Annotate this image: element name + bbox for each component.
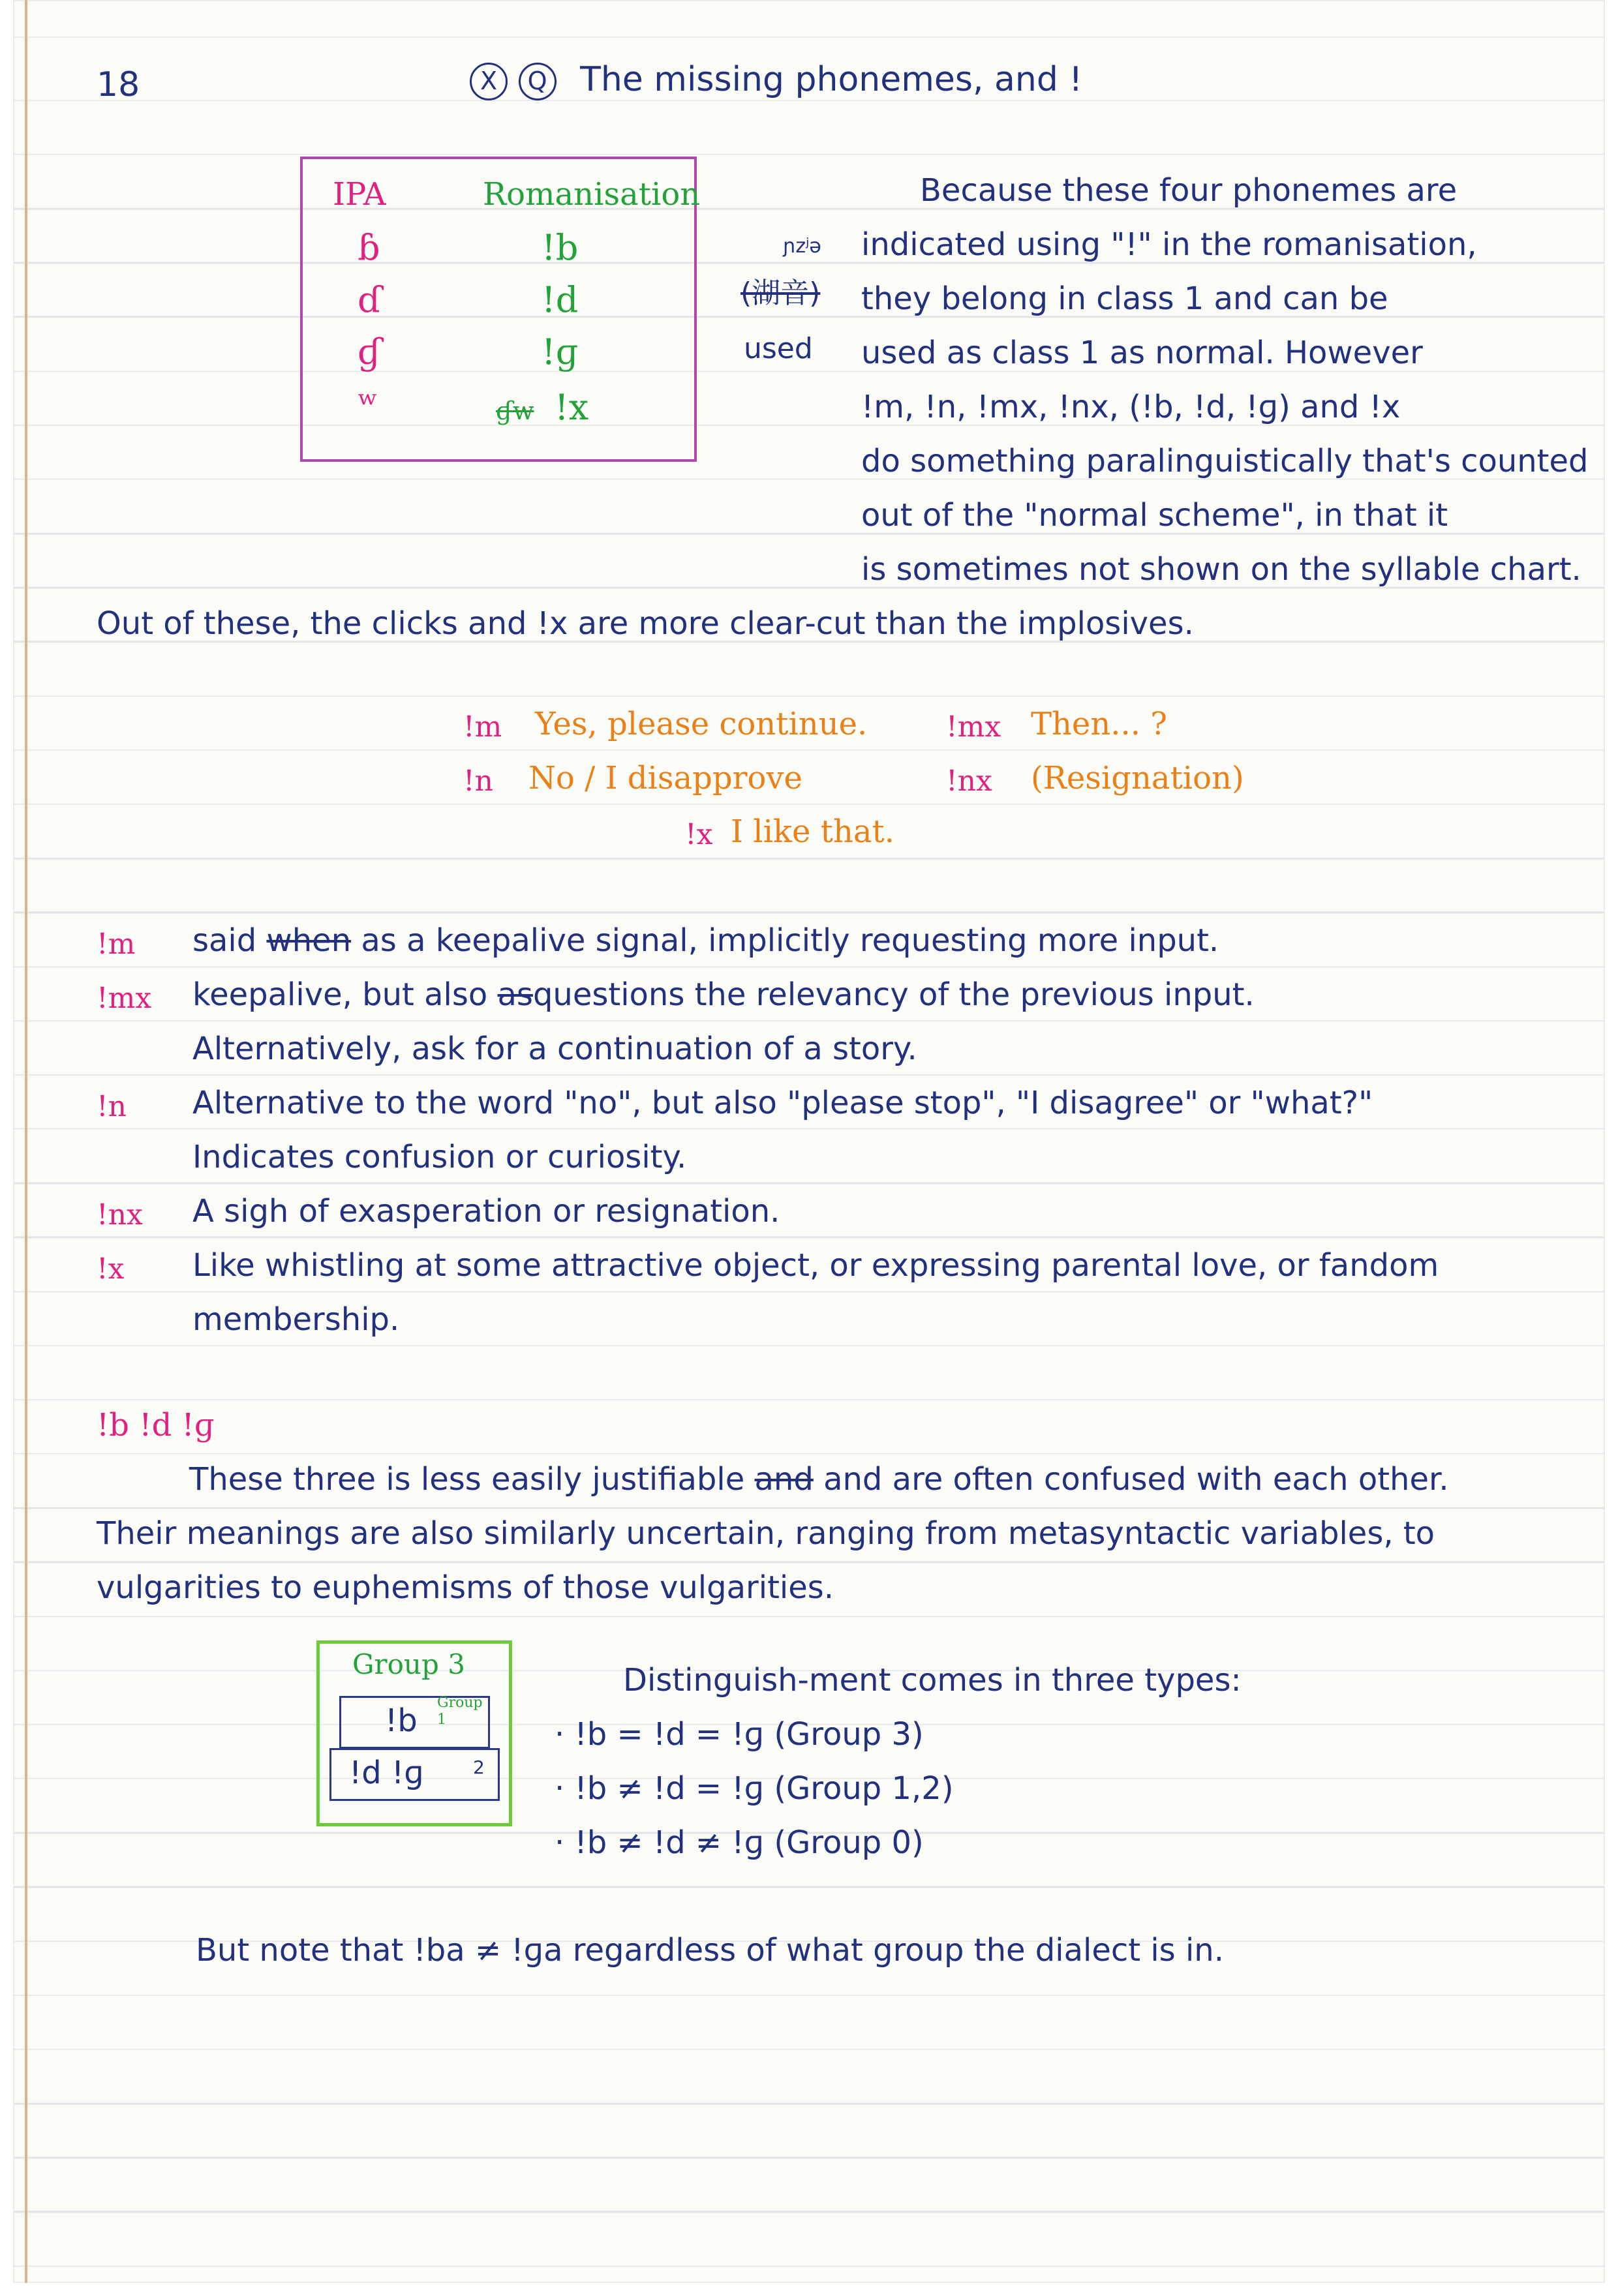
intro-line: do something paralinguistically that's counted	[861, 443, 1589, 479]
closing-note: But note that !ba ≠ !ɡa regardless of what group the dialect is in.	[196, 1932, 1224, 1969]
circled-q-icon: Q	[519, 63, 557, 100]
rom-cell: !d	[542, 279, 579, 320]
definition-line: Alternative to the word "no", but also "please stop", "I disagree" or "what?"	[192, 1085, 1373, 1121]
definition-line: membership.	[192, 1301, 400, 1338]
definition-line: A sigh of exasperation or resignation.	[192, 1193, 780, 1230]
implosive-line: vulgarities to euphemisms of those vulgarities.	[97, 1569, 834, 1606]
implosive-line: Their meanings are also similarly uncertain, ranging from metasyntactic variables, to	[97, 1515, 1435, 1552]
struck-word: and	[754, 1461, 814, 1498]
circled-x-icon: X	[470, 63, 508, 100]
romanisation-column-header: Romanisation	[483, 176, 701, 213]
page-title-row	[470, 60, 1082, 100]
rom-cell: !b	[542, 227, 579, 268]
distinguish-item: · !b = !d = !ɡ (Group 3)	[555, 1716, 924, 1753]
example-code: !mx	[946, 710, 1001, 744]
definition-line: Alternatively, ask for a continuation of a story.	[192, 1031, 917, 1067]
example-gloss: (Resignation)	[1031, 760, 1244, 796]
intro-line: they belong in class 1 and can be	[861, 280, 1388, 317]
definition-code: !m	[97, 928, 136, 961]
struck-word: as	[497, 976, 533, 1013]
margin-note-top: ɲzʲə	[783, 235, 821, 258]
ipa-column-header: IPA	[333, 176, 386, 213]
intro-line: used as class 1 as normal. However	[861, 335, 1423, 371]
distinguish-heading: Distinguish-ment comes in three types:	[623, 1662, 1242, 1699]
ipa-cell: ɠ	[358, 331, 382, 372]
definition-code: !x	[97, 1252, 125, 1286]
struck-word: when	[266, 922, 352, 959]
intro-line: !m, !n, !mx, !nx, (!b, !d, !ɡ) and !x	[861, 389, 1401, 425]
example-gloss: Then... ?	[1031, 706, 1168, 742]
group-bottom-sup: 2	[473, 1757, 485, 1778]
page-title: The missing phonemes, and !	[580, 60, 1083, 99]
definition-code: !mx	[97, 982, 152, 1015]
definition-code: !n	[97, 1090, 127, 1123]
notebook-page	[13, 0, 1605, 2283]
intro-line: is sometimes not shown on the syllable chart.	[861, 551, 1581, 588]
distinguish-item: · !b ≠ !d = !ɡ (Group 1,2)	[555, 1770, 954, 1807]
group-top-cell: !b	[385, 1702, 418, 1739]
ipa-cell: ʷ	[358, 384, 378, 425]
definition-line: Indicates confusion or curiosity.	[192, 1139, 687, 1175]
implosive-heading: !b !d !ɡ	[97, 1407, 215, 1443]
rom-cell: !x	[555, 387, 589, 428]
margin-note-bottom: used	[744, 332, 813, 365]
implosive-line: These three is less easily justifiable and and are often confused with each other.	[189, 1461, 1449, 1498]
example-gloss: Yes, please continue.	[535, 706, 868, 742]
definition-line: keepalive, but also asquestions the relevancy of the previous input.	[192, 976, 1255, 1013]
margin-line	[25, 0, 27, 2283]
intro-line: out of the "normal scheme", in that it	[861, 497, 1448, 534]
intro-line: indicated using "!" in the romanisation,	[861, 226, 1477, 263]
definition-line: said when as a keepalive signal, implicitly requesting more input.	[192, 922, 1219, 959]
intro-line: Out of these, the clicks and !x are more clear-cut than the implosives.	[97, 605, 1194, 642]
example-code: !n	[463, 764, 494, 798]
intro-line: Because these four phonemes are	[920, 172, 1458, 209]
example-gloss: I like that.	[731, 813, 895, 850]
example-code: !nx	[946, 764, 992, 798]
group-box-title: Group 3	[352, 1648, 465, 1680]
ipa-cell: ɓ	[358, 227, 380, 268]
page-number: 18	[97, 65, 140, 104]
definition-code: !nx	[97, 1198, 143, 1231]
example-gloss: No / I disapprove	[528, 760, 802, 796]
struck-rom-cell: ɠw	[496, 397, 534, 425]
group-top-sup: Group 1	[437, 1695, 483, 1728]
distinguish-item: · !b ≠ !d ≠ !ɡ (Group 0)	[555, 1824, 924, 1861]
rom-cell: !ɡ	[542, 331, 579, 372]
definition-line: Like whistling at some attractive object, or expressing parental love, or fandom	[192, 1247, 1439, 1284]
margin-note-struck: (湖音)	[740, 277, 821, 310]
example-code: !m	[463, 710, 502, 744]
group-bottom-cell: !d !ɡ	[349, 1755, 424, 1791]
example-code: !x	[685, 818, 713, 851]
ipa-cell: ɗ	[358, 279, 382, 320]
